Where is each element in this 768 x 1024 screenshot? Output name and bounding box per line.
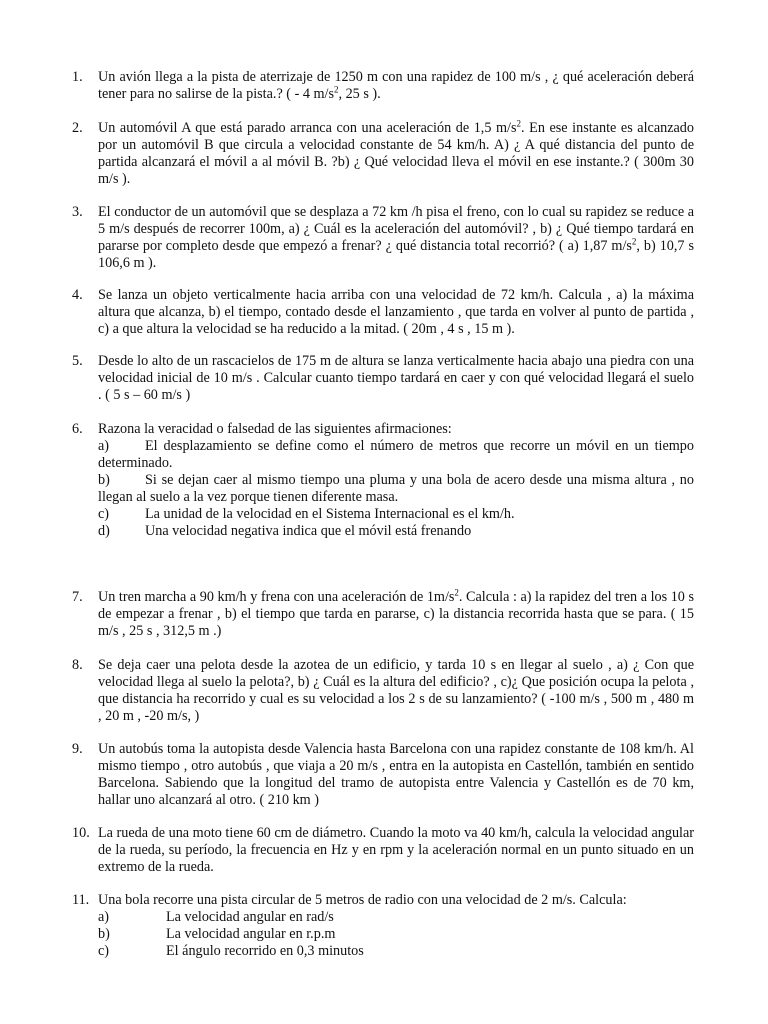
problem-8 bbox=[72, 657, 694, 725]
problem-3 bbox=[72, 204, 694, 272]
statement-text: Una velocidad negativa indica que el móvil está frenando bbox=[145, 523, 472, 539]
problem-text: Un automóvil A que está parado arranca con una aceleración de 1,5 $m/s^2$. En ese instante es alcanzado por un automóvil B que circula a velocidad constante de 54 km/h. A) ¿ A qué distancia del punto de partida alcanzará el móvil a al móvil B. ?b) ¿ Qué velocidad lleva el móvil en ese instante.? ( 300m 30 m/s ). bbox=[98, 118, 694, 187]
statement-a bbox=[98, 438, 694, 472]
subquestion-text: La velocidad angular en rad/s bbox=[166, 909, 334, 925]
problem-number: 11. bbox=[72, 892, 90, 908]
problem-text: Un autobús toma la autopista desde Valencia hasta Barcelona con una rapidez constante de 108 km/h. Al mismo tiempo , otro autobús , que viaja a 20 m/s , entra en la autopista en Castellón, también en sentido Barcelona. Sabiendo que la longitud del tramo de autopista entre Valencia y Castellón es de 70 km, hallar uno alcanzará al otro. ( 210 km ) bbox=[98, 741, 694, 808]
problem-number: 2. bbox=[72, 120, 83, 136]
problem-4 bbox=[72, 287, 694, 338]
problem-text: El conductor de un automóvil que se desplaza a 72 km /h pisa el freno, con lo cual su rapidez se reduce a 5 m/s después de recorrer 100m, a) ¿ Cuál es la aceleración del automóvil? , b) ¿ Qué tiempo tardará en pararse por completo desde que empezó a frenar? ¿ qué distancia total recorrió? ( a) 1,87 $m/s^2$, b) 10,7 s 106,6 m ). bbox=[98, 204, 694, 271]
problem-number: 3. bbox=[72, 204, 83, 220]
subquestion-letter: a) bbox=[98, 909, 110, 925]
problem-number: 10. bbox=[72, 825, 90, 841]
problem-number: 7. bbox=[72, 589, 83, 605]
statement-b bbox=[98, 472, 694, 506]
statement-text: La unidad de la velocidad en el Sistema Internacional es el km/h. bbox=[145, 506, 515, 522]
statement-letter: c) bbox=[98, 506, 110, 522]
problem-1 bbox=[72, 69, 694, 103]
problem-text: Desde lo alto de un rascacielos de 175 m de altura se lanza verticalmente hacia abajo una piedra con una velocidad inicial de 10 m/s . Calcular cuanto tiempo tardará en caer y con qué velocidad llegará el suelo . ( 5 s – 60 m/s ) bbox=[98, 353, 694, 403]
subquestion-letter: c) bbox=[98, 943, 110, 959]
problem-number: 9. bbox=[72, 741, 83, 757]
problem-9 bbox=[72, 741, 694, 809]
problem-text: Razona la veracidad o falsedad de las siguientes afirmaciones: bbox=[98, 421, 452, 437]
statement-d bbox=[98, 523, 694, 540]
statement-letter: d) bbox=[98, 523, 110, 539]
problem-text: Se deja caer una pelota desde la azotea de un edificio, y tarda 10 s en llegar al suelo , a) ¿ Con que velocidad llega al suelo la pelota?, b) ¿ Cuál es la altura del edificio? , c)¿ Que posición ocupa la pelota , que distancia ha recorrido y cual es su velocidad a los 2 s de su lanzamiento? ( -100 m/s , 500 m , 480 m , 20 m , -20 m/s, ) bbox=[98, 657, 694, 724]
statement-text: Si se dejan caer al mismo tiempo una pluma y una bola de acero desde una misma altura , no llegan al suelo a la vez porque tienen diferente masa. bbox=[98, 472, 694, 505]
problem-text: La rueda de una moto tiene 60 cm de diámetro. Cuando la moto va 40 km/h, calcula la velocidad angular de la rueda, su período, la frecuencia en Hz y en rpm y la aceleración normal en un punto situado en un extremo de la rueda. bbox=[98, 825, 694, 875]
subquestion-c bbox=[98, 943, 694, 960]
statement-letter: b) bbox=[98, 472, 110, 488]
problem-10 bbox=[72, 825, 694, 876]
statement-c bbox=[98, 506, 694, 523]
subquestion-b bbox=[98, 926, 694, 943]
problem-number: 8. bbox=[72, 657, 83, 673]
problem-text: Una bola recorre una pista circular de 5 metros de radio con una velocidad de 2 m/s. Calcula: bbox=[98, 892, 627, 908]
problem-text: Un tren marcha a 90 km/h y frena con una aceleración de $1m/s^2$. Calcula : a) la rapidez del tren a los 10 s de empezar a frenar , b) el tiempo que tarda en pararse, c) la distancia recorrida hasta que se para. ( 15 m/s , 25 s , 312,5 m .) bbox=[98, 587, 694, 639]
problem-text: Un avión llega a la pista de aterrizaje de 1250 m con una rapidez de 100 m/s , ¿ qué aceleración deberá tener para no salirse de la pista.? ( - 4 $m/s^2$, 25 s ). bbox=[98, 69, 694, 102]
problem-number: 5. bbox=[72, 353, 83, 369]
problem-number: 6. bbox=[72, 421, 83, 437]
subquestion-text: El ángulo recorrido en 0,3 minutos bbox=[166, 943, 364, 959]
problem-number: 4. bbox=[72, 287, 83, 303]
problem-2 bbox=[72, 120, 694, 188]
problem-number: 1. bbox=[72, 69, 83, 85]
problem-7 bbox=[72, 589, 694, 640]
problem-text: Se lanza un objeto verticalmente hacia arriba con una velocidad de 72 km/h. Calcula , a) la máxima altura que alcanza, b) el tiempo, contado desde el lanzamiento , que tarda en volver al punto de partida , c) a que altura la velocidad se ha reducido a la mitad. ( 20m , 4 s , 15 m ). bbox=[98, 287, 694, 337]
problem-6 bbox=[72, 421, 694, 540]
subquestion-a bbox=[98, 909, 694, 926]
problem-11 bbox=[72, 892, 694, 960]
subquestion-letter: b) bbox=[98, 926, 110, 942]
problem-5 bbox=[72, 353, 694, 404]
statement-text: El desplazamiento se define como el número de metros que recorre un móvil en un tiempo determinado. bbox=[98, 438, 694, 471]
subquestion-text: La velocidad angular en r.p.m bbox=[166, 926, 336, 942]
statement-letter: a) bbox=[98, 438, 110, 454]
